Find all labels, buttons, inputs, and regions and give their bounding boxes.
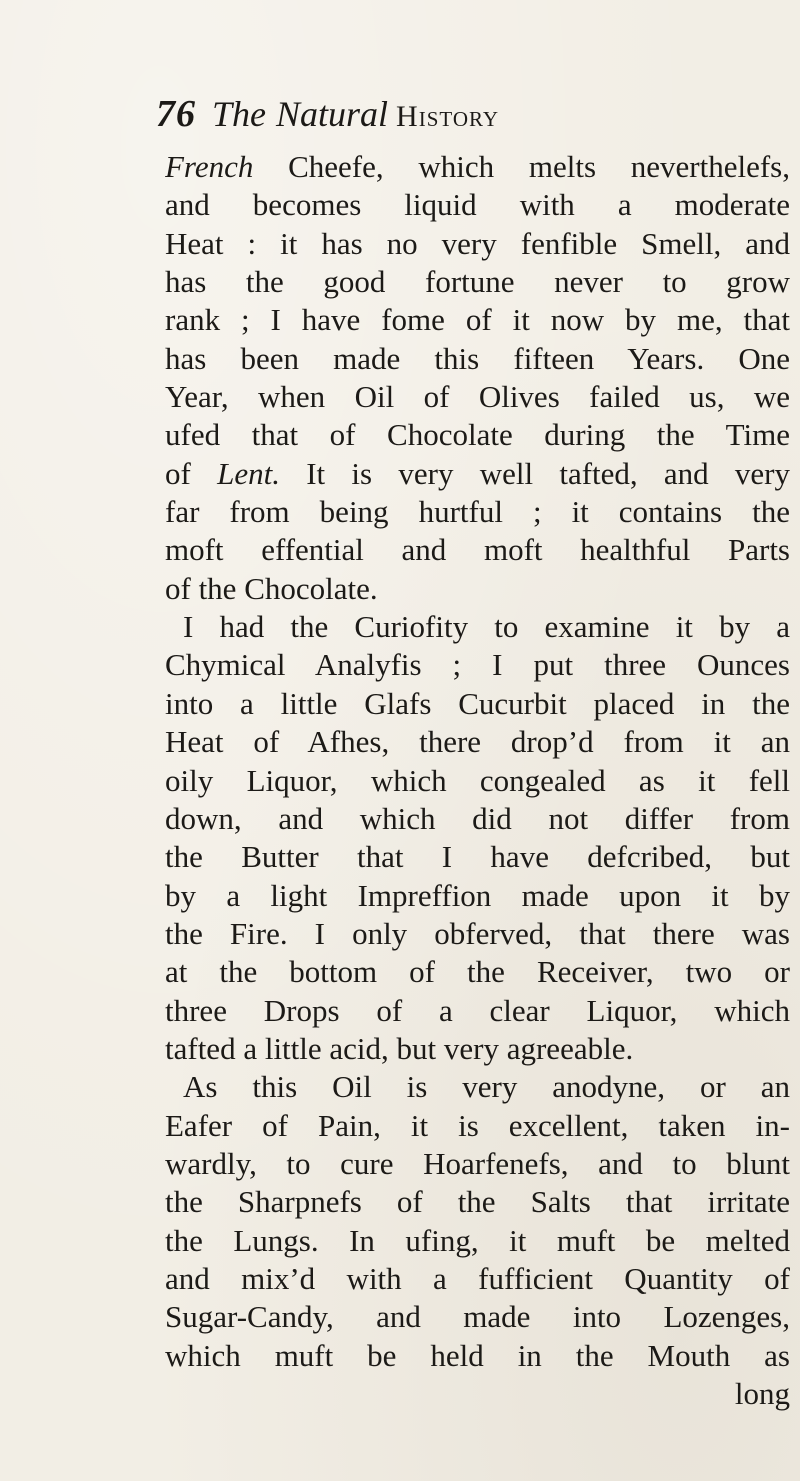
text-line-11: moft effential and moft healthful Parts (165, 532, 790, 568)
header-word-natural: Natural (276, 94, 389, 134)
text-line-22: at the bottom of the Receiver, two or (165, 954, 790, 990)
text-line-29: the Lungs. In ufing, it muft be melted (165, 1222, 790, 1258)
text-line-14: Chymical Analyfis ; I put three Ounces (165, 647, 790, 683)
text-line-17: oily Liquor, which congealed as it fell (165, 762, 790, 798)
text-line-5: rank ; I have fome of it now by me, that (165, 302, 790, 338)
text-line-25: As this Oil is very anodyne, or an (183, 1069, 790, 1105)
text-line-28: the Sharpnefs of the Salts that irritate (165, 1184, 790, 1220)
text-line-4: has the good fortune never to grow (165, 264, 790, 300)
text-line-20: by a light Impreffion made upon it by (165, 877, 790, 913)
header-word-the: The (212, 94, 266, 134)
italic-word-lent: Lent. (217, 455, 280, 491)
page-number: 76 (156, 93, 196, 135)
header-word-history: History (396, 100, 499, 133)
text-line-12: of the Chocolate. (165, 570, 378, 606)
text-line-2: and becomes liquid with a moderate (165, 187, 790, 223)
text-line-1-rest: Cheefe, which melts neverthelefs, (253, 149, 790, 184)
text-line-26: Eafer of Pain, it is excellent, taken in- (165, 1107, 790, 1143)
running-header (156, 92, 656, 140)
text-line-1 (165, 148, 790, 186)
text-line-16: Heat of Afhes, there drop’d from it an (165, 724, 790, 760)
text-line-23: three Drops of a clear Liquor, which (165, 992, 790, 1028)
catchword: long (734, 1376, 790, 1411)
text-line-15: into a little Glafs Cucurbit placed in the (165, 685, 790, 721)
text-line-9-start: of (165, 455, 218, 491)
body-text (165, 148, 790, 1413)
text-line-27: wardly, to cure Hoarfenefs, and to blunt (165, 1145, 790, 1181)
text-line-30: and mix’d with a fufficient Quantity of (165, 1260, 790, 1296)
text-line-21: the Fire. I only obferved, that there was (165, 915, 790, 951)
text-line-13: I had the Curiofity to examine it by a (183, 609, 790, 645)
text-line-19: the Butter that I have defcribed, but (165, 839, 790, 875)
text-line-18: down, and which did not differ from (165, 800, 790, 836)
italic-word-french: French (165, 149, 254, 184)
text-line-3: Heat : it has no very fenfible Smell, and (165, 225, 790, 261)
text-line-32: which muft be held in the Mouth as (165, 1337, 790, 1373)
text-line-9-rest: It is very well tafted, and very (279, 455, 790, 491)
text-line-6: has been made this fifteen Years. One (165, 340, 790, 376)
text-line-31: Sugar-Candy, and made into Lozenges, (165, 1299, 790, 1335)
text-line-8: ufed that of Chocolate during the Time (165, 417, 790, 453)
text-line-7: Year, when Oil of Olives failed us, we (165, 379, 790, 415)
text-line-9 (165, 455, 790, 493)
text-line-10: far from being hurtful ; it contains the (165, 494, 790, 530)
text-line-24: tafted a little acid, but very agreeable. (165, 1030, 634, 1066)
